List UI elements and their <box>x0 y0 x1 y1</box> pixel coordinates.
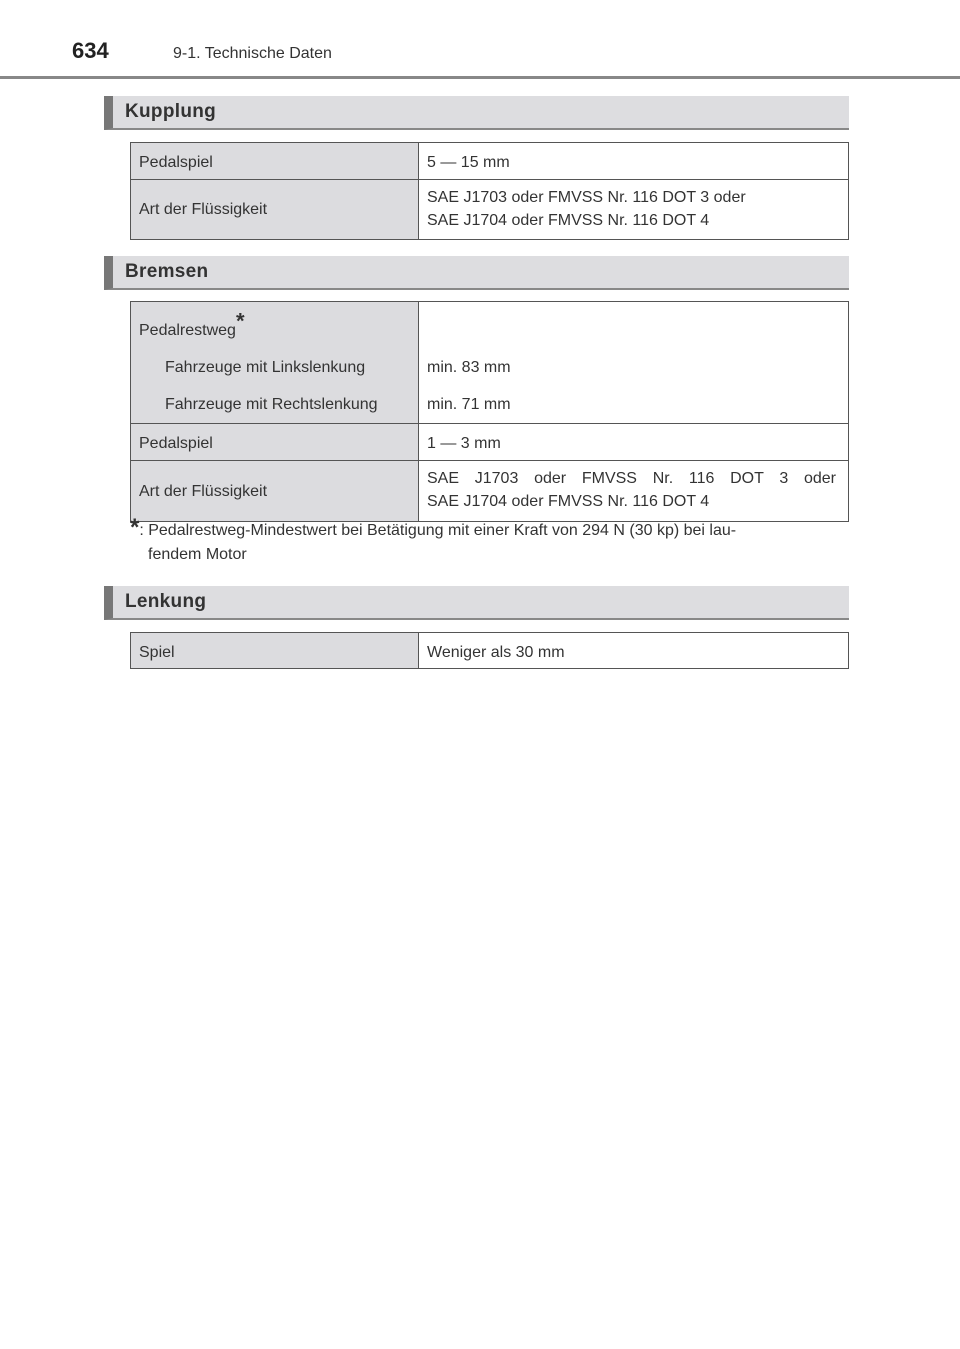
row-label-cell <box>131 461 419 522</box>
row-value-cell <box>419 180 849 240</box>
footnote-text-continued: fendem Motor <box>148 546 247 563</box>
row-value: Weniger als 30 mm <box>427 644 565 661</box>
row-label-cell <box>131 302 419 424</box>
table-row <box>131 302 849 424</box>
row-value: 1 — 3 mm <box>427 435 501 452</box>
row-label-cell <box>131 424 419 461</box>
page-number: 634 <box>72 38 109 63</box>
row-label: Pedalspiel <box>139 154 213 171</box>
section-heading-bremsen <box>104 256 849 290</box>
footnote-text: : Pedalrestweg-Mindestwert bei Betätigung mit einer Kraft von 294 N (30 kp) bei lau- <box>139 522 737 539</box>
row-value-line: SAE J1703 oder FMVSS Nr. 116 DOT 3 oder <box>427 189 746 206</box>
links-label: Fahrzeuge mit Linkslenkung <box>165 359 366 376</box>
rechts-label: Fahrzeuge mit Rechtslenkung <box>165 396 378 413</box>
row-label-cell <box>131 180 419 240</box>
page-header <box>0 0 960 80</box>
section-title: Bremsen <box>125 261 209 282</box>
row-value-cell <box>419 461 849 522</box>
section-heading-kupplung <box>104 96 849 130</box>
table-row <box>131 633 849 669</box>
header-divider <box>0 76 960 79</box>
section-heading-lenkung <box>104 586 849 620</box>
row-value-line: SAE J1703 oder FMVSS Nr. 116 DOT 3 oder <box>427 470 836 487</box>
section-title: Kupplung <box>125 101 217 122</box>
footnote-marker: * <box>235 308 245 334</box>
row-label: Pedalspiel <box>139 435 213 452</box>
row-label: Spiel <box>139 644 175 661</box>
row-label: Art der Flüssigkeit <box>139 201 268 218</box>
row-value: 5 — 15 mm <box>427 154 510 171</box>
row-label-cell <box>131 143 419 180</box>
row-label-cell <box>131 633 419 669</box>
chapter-title: 9-1. Technische Daten <box>173 45 332 62</box>
rechts-value: min. 71 mm <box>427 396 511 413</box>
row-value-cell <box>419 424 849 461</box>
section-title: Lenkung <box>125 591 207 612</box>
bremsen-table <box>130 301 849 522</box>
kupplung-table <box>130 142 849 240</box>
row-value-cell <box>419 302 849 424</box>
lenkung-table <box>130 632 849 669</box>
table-row <box>131 180 849 240</box>
restweg-label: Pedalrestweg* <box>139 308 245 339</box>
links-value: min. 83 mm <box>427 359 511 376</box>
footnote <box>130 516 850 567</box>
table-row <box>131 461 849 522</box>
row-value-cell <box>419 143 849 180</box>
row-value-line: SAE J1704 oder FMVSS Nr. 116 DOT 4 <box>427 212 710 229</box>
row-value-line: SAE J1704 oder FMVSS Nr. 116 DOT 4 <box>427 493 710 510</box>
row-label: Art der Flüssigkeit <box>139 482 268 500</box>
row-value-cell <box>419 633 849 669</box>
footnote-marker: * <box>130 514 140 541</box>
table-row <box>131 143 849 180</box>
table-row <box>131 424 849 461</box>
